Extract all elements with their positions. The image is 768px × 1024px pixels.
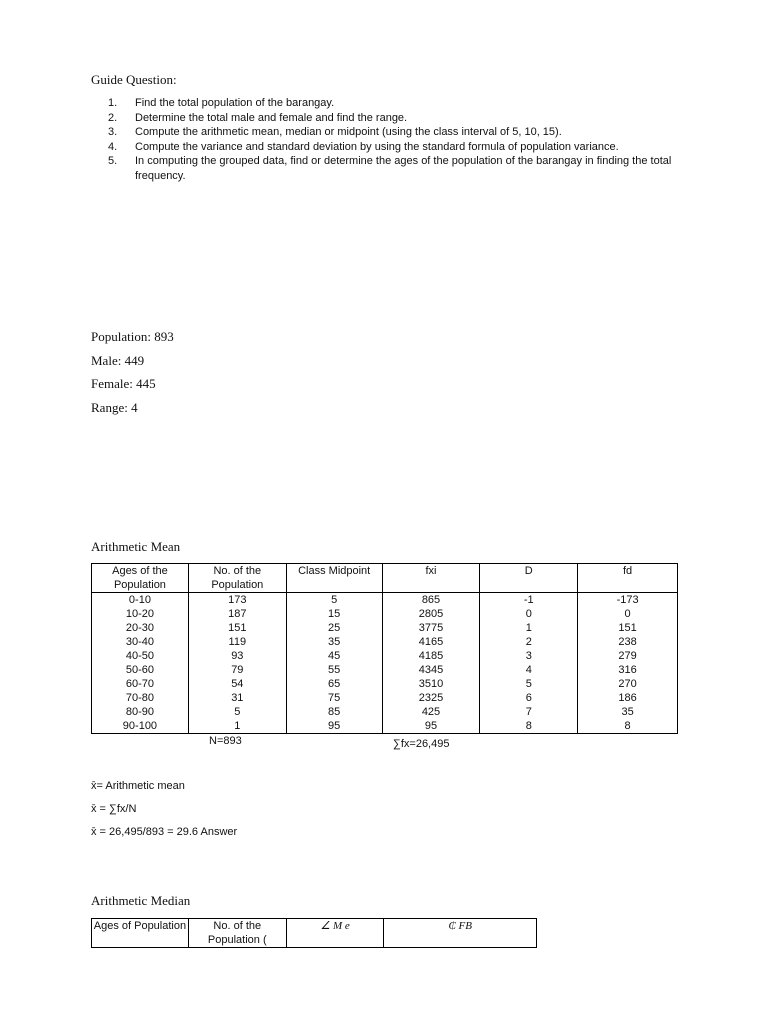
arithmetic-mean-table bbox=[91, 563, 678, 734]
table-row bbox=[92, 607, 678, 621]
table-cell: 95 bbox=[286, 719, 382, 734]
table-cell: 35 bbox=[578, 705, 678, 719]
table-cell: 7 bbox=[480, 705, 578, 719]
table-cell: 279 bbox=[578, 649, 678, 663]
table-cell: 0 bbox=[480, 607, 578, 621]
table-cell: 4185 bbox=[382, 649, 480, 663]
table-cell: 79 bbox=[188, 663, 286, 677]
table-cell: 4345 bbox=[382, 663, 480, 677]
table-cell: 0-10 bbox=[92, 593, 189, 608]
guide-question-item bbox=[108, 140, 678, 155]
table-cell: 15 bbox=[286, 607, 382, 621]
table-cell: 70-80 bbox=[92, 691, 189, 705]
table-cell: 45 bbox=[286, 649, 382, 663]
table-cell: 10-20 bbox=[92, 607, 189, 621]
mean-answer: x̄ = 26,495/893 = 29.6 Answer bbox=[91, 826, 238, 838]
column-header: ∠ M e bbox=[286, 919, 384, 948]
question-number: 3. bbox=[108, 126, 118, 138]
table-row bbox=[92, 719, 678, 734]
table-cell: 4 bbox=[480, 663, 578, 677]
table-cell: 865 bbox=[382, 593, 480, 608]
table-cell: 54 bbox=[188, 677, 286, 691]
table-cell: 95 bbox=[382, 719, 480, 734]
table-cell: 316 bbox=[578, 663, 678, 677]
column-header: Class Midpoint bbox=[286, 564, 382, 593]
table-row bbox=[92, 593, 678, 608]
question-number: 1. bbox=[108, 97, 118, 109]
table-cell: 8 bbox=[578, 719, 678, 734]
table-cell: 75 bbox=[286, 691, 382, 705]
arithmetic-median-table bbox=[91, 918, 537, 948]
question-text: In computing the grouped data, find or determine the ages of the population of the barangay in finding the total frequency. bbox=[135, 155, 672, 182]
question-text: Determine the total male and female and find the range. bbox=[135, 111, 408, 124]
guide-question-item bbox=[108, 154, 678, 183]
male-total: Male: 449 bbox=[91, 353, 145, 368]
table-cell: 8 bbox=[480, 719, 578, 734]
table-cell: -1 bbox=[480, 593, 578, 608]
guide-question-list bbox=[108, 96, 678, 183]
table-header-row bbox=[92, 919, 537, 948]
table-cell: 0 bbox=[578, 607, 678, 621]
table-cell: 80-90 bbox=[92, 705, 189, 719]
mean-formula: x̄ = ∑fx/N bbox=[91, 803, 137, 815]
table-cell: 60-70 bbox=[92, 677, 189, 691]
table-row bbox=[92, 677, 678, 691]
table-cell: 93 bbox=[188, 649, 286, 663]
table-cell: 151 bbox=[578, 621, 678, 635]
guide-question-item bbox=[108, 96, 678, 111]
table-cell: 3 bbox=[480, 649, 578, 663]
question-text: Compute the variance and standard deviation by using the standard formula of population variance. bbox=[135, 140, 619, 153]
column-header: No. of the Population ( bbox=[188, 919, 286, 948]
table-cell: 270 bbox=[578, 677, 678, 691]
table-cell: 4165 bbox=[382, 635, 480, 649]
table-cell: 5 bbox=[286, 593, 382, 608]
table-row bbox=[92, 705, 678, 719]
table-cell: 5 bbox=[480, 677, 578, 691]
table-row bbox=[92, 635, 678, 649]
table-cell: 5 bbox=[188, 705, 286, 719]
question-number: 2. bbox=[108, 111, 118, 124]
table-cell: 50-60 bbox=[92, 663, 189, 677]
mean-definition: x̄= Arithmetic mean bbox=[91, 780, 185, 792]
table-cell: 119 bbox=[188, 635, 286, 649]
column-header: fxi bbox=[382, 564, 480, 593]
table-cell: 20-30 bbox=[92, 621, 189, 635]
column-header: D bbox=[480, 564, 578, 593]
table-row bbox=[92, 663, 678, 677]
population-total-note: N=893 bbox=[209, 735, 242, 747]
column-header: Ages of the Population bbox=[92, 564, 189, 593]
table-cell: 85 bbox=[286, 705, 382, 719]
table-cell: 3510 bbox=[382, 677, 480, 691]
population-total: Population: 893 bbox=[91, 329, 174, 344]
table-cell: 2325 bbox=[382, 691, 480, 705]
question-number: 5. bbox=[108, 155, 118, 167]
table-cell: 173 bbox=[188, 593, 286, 608]
table-cell: 40-50 bbox=[92, 649, 189, 663]
table-cell: 30-40 bbox=[92, 635, 189, 649]
column-header: ₵ FB bbox=[384, 919, 537, 948]
table-row bbox=[92, 621, 678, 635]
table-cell: 65 bbox=[286, 677, 382, 691]
column-header: Ages of Population bbox=[92, 919, 189, 948]
table-cell: 6 bbox=[480, 691, 578, 705]
question-text: Find the total population of the barangay. bbox=[135, 97, 335, 109]
guide-question-item bbox=[108, 125, 678, 140]
table-cell: 425 bbox=[382, 705, 480, 719]
guide-heading: Guide Question: bbox=[91, 72, 177, 87]
table-cell: 2805 bbox=[382, 607, 480, 621]
table-cell: 186 bbox=[578, 691, 678, 705]
table-cell: 238 bbox=[578, 635, 678, 649]
table-cell: 3775 bbox=[382, 621, 480, 635]
fx-sum-note: ∑fx=26,495 bbox=[393, 738, 450, 750]
table-cell: 55 bbox=[286, 663, 382, 677]
table-row bbox=[92, 649, 678, 663]
table-cell: 1 bbox=[188, 719, 286, 734]
column-header: No. of the Population bbox=[188, 564, 286, 593]
column-header: fd bbox=[578, 564, 678, 593]
guide-question-item bbox=[108, 111, 678, 126]
table-cell: 31 bbox=[188, 691, 286, 705]
table-cell: 25 bbox=[286, 621, 382, 635]
table-cell: -173 bbox=[578, 593, 678, 608]
question-text: Compute the arithmetic mean, median or midpoint (using the class interval of 5, 10, 15). bbox=[135, 126, 562, 138]
table-cell: 90-100 bbox=[92, 719, 189, 734]
table-row bbox=[92, 691, 678, 705]
arithmetic-median-title: Arithmetic Median bbox=[91, 893, 191, 908]
table-header-row bbox=[92, 564, 678, 593]
table-cell: 2 bbox=[480, 635, 578, 649]
table-cell: 151 bbox=[188, 621, 286, 635]
table-cell: 187 bbox=[188, 607, 286, 621]
female-total: Female: 445 bbox=[91, 376, 156, 391]
arithmetic-mean-title: Arithmetic Mean bbox=[91, 539, 181, 554]
range-value: Range: 4 bbox=[91, 400, 138, 415]
question-number: 4. bbox=[108, 140, 118, 153]
table-cell: 35 bbox=[286, 635, 382, 649]
table-cell: 1 bbox=[480, 621, 578, 635]
